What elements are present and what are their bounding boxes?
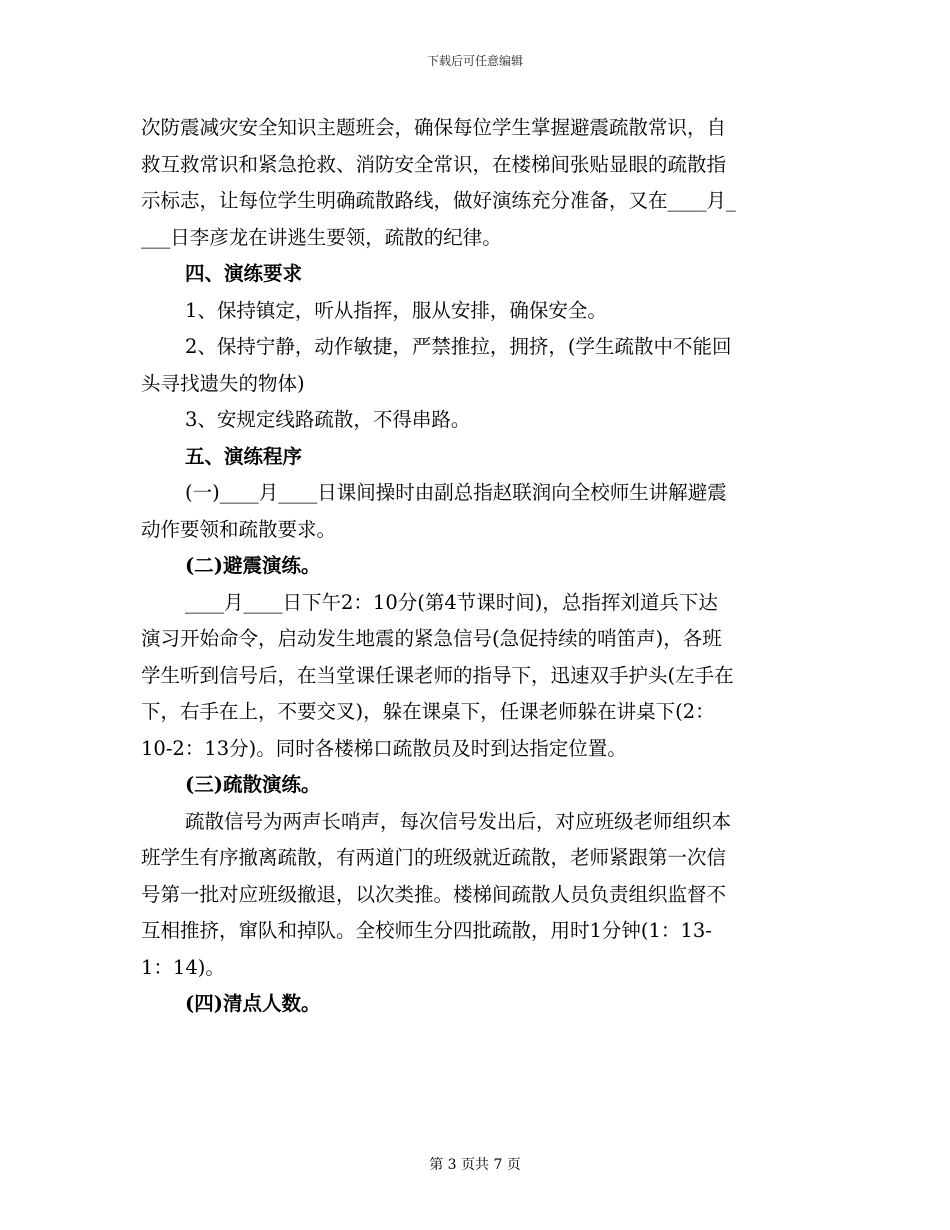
text-line: 班学生有序撤离疏散，有两道门的班级就近疏散，老师紧跟第一次信	[141, 846, 727, 869]
text-line: 学生听到信号后，在当堂课任课老师的指导下，迅速双手护头(左手在	[141, 663, 734, 687]
text-line: 1、保持镇定，听从指挥，服从安排，确保安全。	[185, 298, 607, 322]
text-line: 动作要领和疏散要求。	[141, 517, 337, 541]
text-line: 演习开始命令，启动发生地震的紧急信号(急促持续的哨笛声)，各班	[141, 627, 722, 650]
text-line: 疏散信号为两声长哨声，每次信号发出后，对应班级老师组织本	[185, 809, 732, 833]
subsection-heading: (三)疏散演练。	[185, 773, 321, 796]
text-line: 10-2：13分)。同时各楼梯口疏散员及时到达指定位置。	[141, 736, 627, 760]
subsection-heading: (四)清点人数。	[185, 992, 321, 1015]
subsection-heading: (二)避震演练。	[185, 554, 321, 577]
text-line: 头寻找遗失的物体)	[141, 371, 305, 395]
text-line: 3、安规定线路疏散，不得串路。	[185, 408, 471, 431]
text-line: 救互救常识和紧急抢救、消防安全常识，在楼梯间张贴显眼的疏散指	[141, 152, 727, 176]
page-footer: 第 3 页共 7 页	[429, 1157, 521, 1173]
text-line: 示标志，让每位学生明确疏散路线，做好演练充分准备，又在____月_	[141, 189, 736, 212]
text-line: 下，右手在上，不要交叉)，躲在课桌下，任课老师躲在讲桌下(2：	[141, 700, 715, 723]
text-line: 号第一批对应班级撤退，以次类推。楼梯间疏散人员负责组织监督不	[141, 882, 727, 906]
text-line: (一)____月____日课间操时由副总指赵联润向全校师生讲解避震	[185, 481, 727, 504]
text-line: ____月____日下午2：10分(第4节课时间)，总指挥刘道兵下达	[185, 590, 718, 614]
text-line: 次防震减灾安全知识主题班会，确保每位学生掌握避震疏散常识，自	[141, 116, 727, 139]
text-line: ___日李彦龙在讲逃生要领，疏散的纪律。	[141, 225, 502, 249]
page-header: 下载后可任意编辑	[426, 54, 523, 68]
section-heading: 五、演练程序	[185, 444, 303, 468]
text-line: 2、保持宁静，动作敏捷，严禁推拉，拥挤，(学生疏散中不能回	[185, 335, 732, 358]
section-heading: 四、演练要求	[185, 262, 303, 285]
text-line: 互相推挤，窜队和掉队。全校师生分四批疏散，用时1分钟(1：13-	[141, 919, 712, 942]
text-line: 1：14)。	[141, 955, 225, 979]
document-body	[141, 110, 809, 1023]
